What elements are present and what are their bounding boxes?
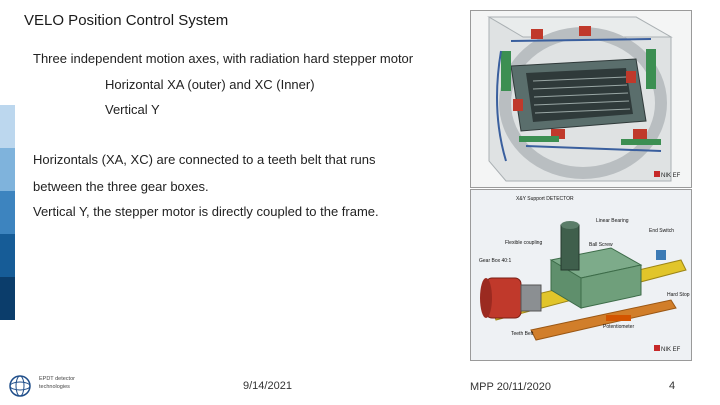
label-potentiometer: Potentiometer [603,324,635,330]
accent-bar-4 [0,234,15,277]
label-ball-screw: Ball Screw [589,242,613,248]
bullet-5: between the three gear boxes. [33,179,209,194]
label-hard-stop: Hard Stop [667,292,690,298]
bullet-3: Vertical Y [105,102,160,117]
nikhef-label-bottom: NIK EF [661,347,681,353]
footer-date: 9/14/2021 [243,380,292,392]
bullet-2: Horizontal XA (outer) and XC (Inner) [105,77,315,92]
bullet-1: Three independent motion axes, with radiation hard stepper motor [33,51,414,66]
cern-logo-icon [8,374,32,398]
bullet-4: Horizontals (XA, XC) are connected to a teeth belt that runs [33,152,376,167]
nikhef-label-top: NIK EF [661,173,681,179]
bullet-6: Vertical Y, the stepper motor is directly coupled to the frame. [33,204,379,219]
accent-bar-3 [0,191,15,234]
label-xy-support: X&Y Support DETECTOR [516,196,574,202]
figure-frame-render [470,10,692,188]
accent-bar-1 [0,105,15,148]
left-accent-bars [0,105,15,320]
footer-logo-text: EPDT detector technologies [39,376,75,390]
label-end-switch: End Switch [649,228,675,234]
accent-bar-5 [0,277,15,320]
label-teeth-belt: Teeth Belt [511,331,534,337]
label-linear-bearing: Linear Bearing [596,218,629,224]
frame-render-image [471,11,691,187]
footer [0,362,720,405]
figure-mechanism [470,189,692,361]
accent-bar-2 [0,148,15,191]
label-gear-box: Gear Box 40:1 [479,258,512,264]
page-number: 4 [669,380,676,392]
slide-title: VELO Position Control System [24,12,229,29]
label-flexible-coupling: Flexible coupling [505,240,543,246]
mechanism-image [471,190,691,360]
footer-event: MPP 20/11/2020 [470,381,551,393]
